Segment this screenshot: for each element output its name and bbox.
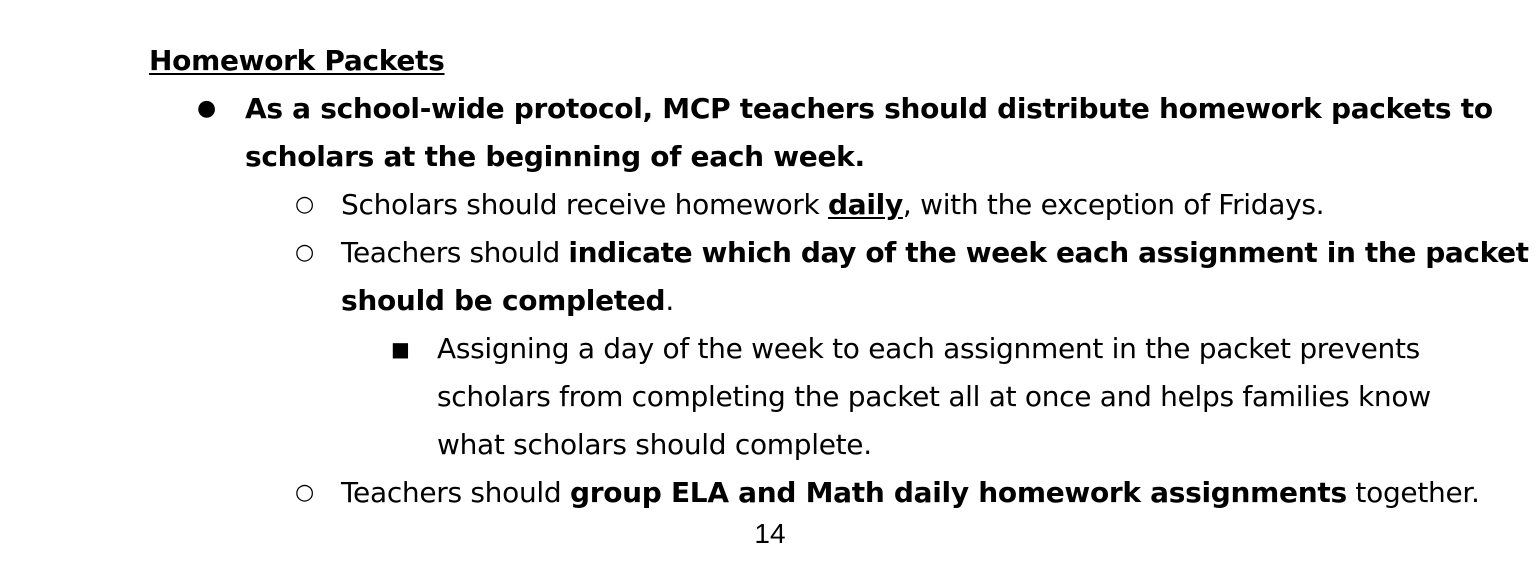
indicate-day-text-pre: Teachers should: [341, 236, 569, 269]
section-heading: Homework Packets: [149, 44, 445, 77]
assigning-day-line-2: scholars from completing the packet all at once and helps families know: [437, 380, 1431, 413]
page-number: 14: [754, 518, 786, 549]
indicate-day-item-line-2: [341, 281, 674, 321]
assigning-day-line-1: Assigning a day of the week to each assignment in the packet prevents: [437, 332, 1420, 365]
daily-emphasis: daily: [828, 188, 903, 221]
group-text-post: together.: [1346, 476, 1480, 509]
indicate-day-item-line-1: [341, 233, 1529, 273]
indicate-day-text-post: .: [665, 284, 674, 317]
daily-homework-text-post: , with the exception of Fridays.: [902, 188, 1325, 221]
hollow-circle-bullet-icon: ○: [295, 480, 315, 505]
indicate-day-bold-1: indicate which day of the week each assignment in the packet: [568, 236, 1529, 269]
hollow-circle-bullet-icon: ○: [295, 240, 315, 265]
group-text-pre: Teachers should: [341, 476, 570, 509]
filled-circle-bullet-icon: ●: [197, 96, 217, 121]
assigning-day-line-3: what scholars should complete.: [437, 428, 872, 461]
indicate-day-bold-2: should be completed: [341, 284, 666, 317]
protocol-text-line-1: As a school-wide protocol, MCP teachers should distribute homework packets to: [245, 92, 1493, 125]
hollow-circle-bullet-icon: ○: [295, 192, 315, 217]
group-assignments-item: [341, 473, 1480, 513]
square-bullet-icon: ■: [391, 337, 410, 361]
group-text-bold: group ELA and Math daily homework assignments: [569, 476, 1347, 509]
protocol-text-line-2: scholars at the beginning of each week.: [245, 140, 865, 173]
daily-homework-text-pre: Scholars should receive homework: [341, 188, 829, 221]
daily-homework-item: [341, 185, 1324, 225]
